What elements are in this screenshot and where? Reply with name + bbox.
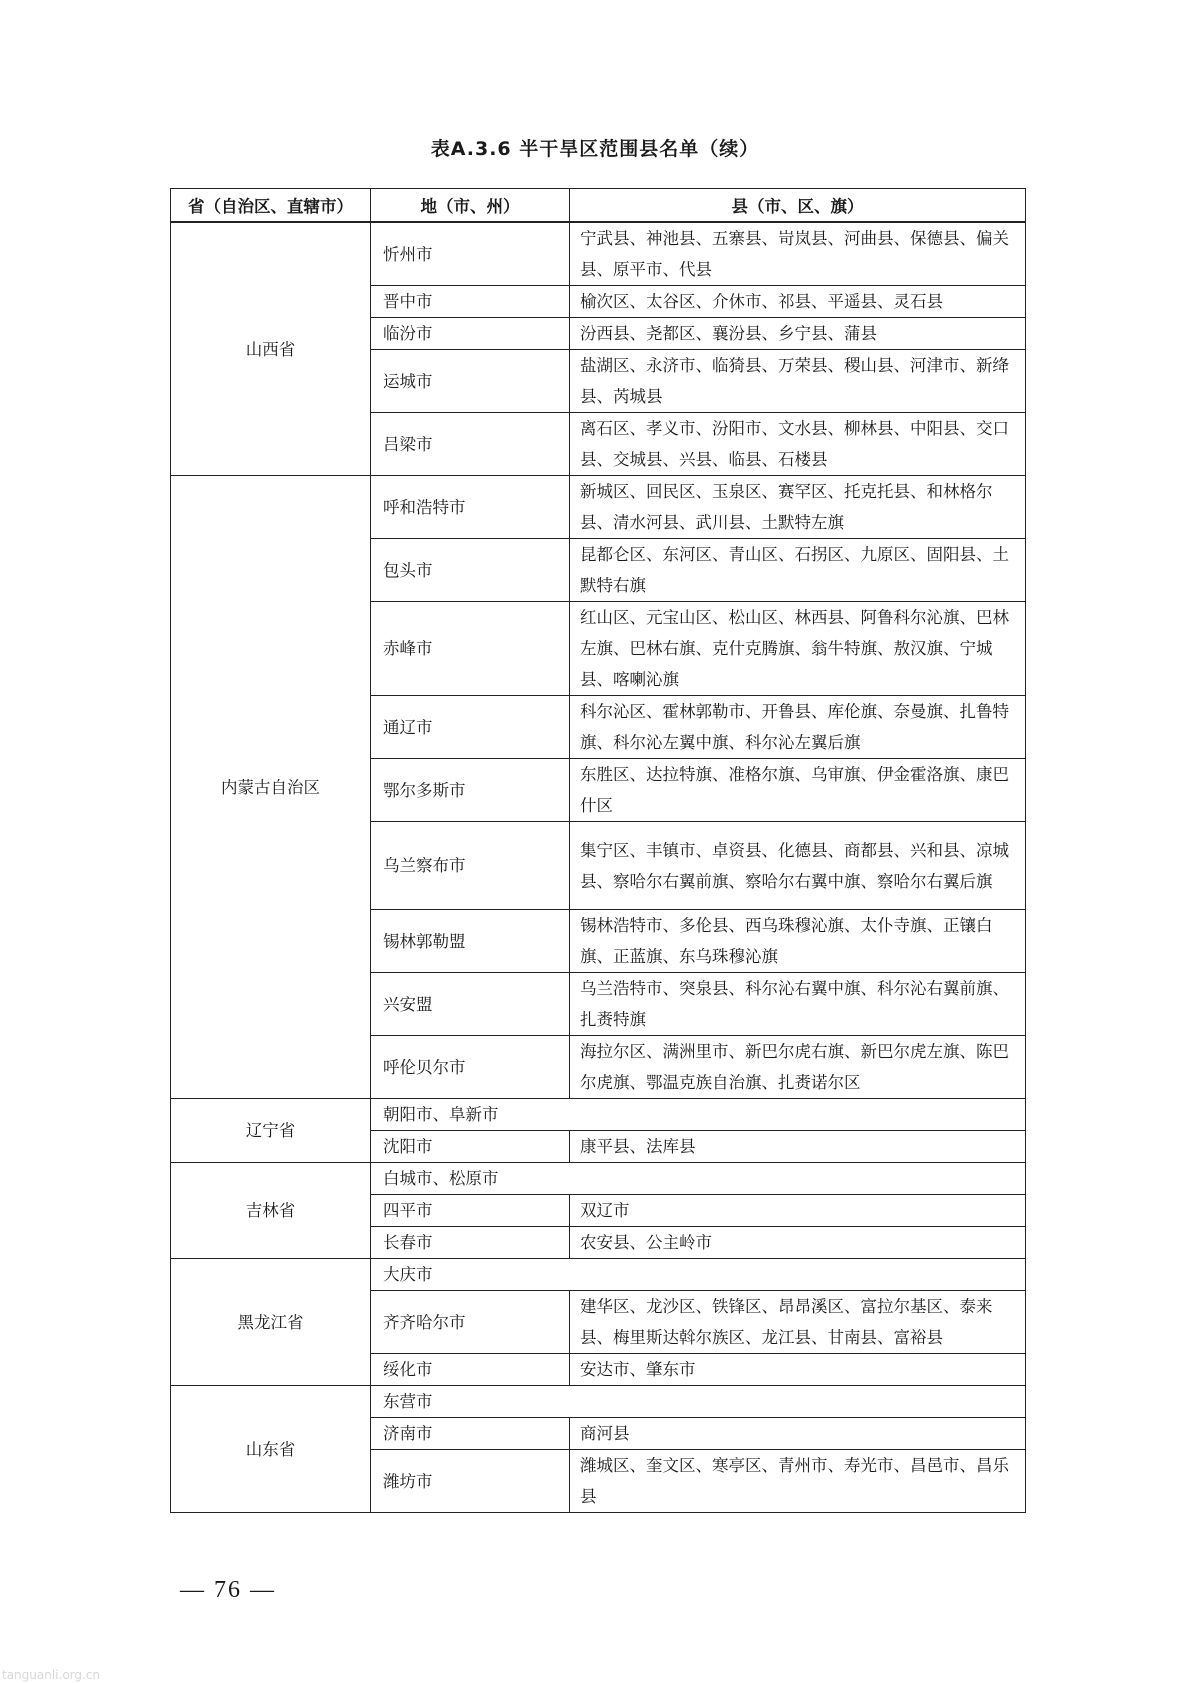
province-cell: 山东省 [171,1386,371,1513]
table-row [171,1386,1026,1418]
county-cell: 康平县、法库县 [570,1131,1026,1163]
province-cell: 吉林省 [171,1163,371,1259]
prefecture-cell: 呼伦贝尔市 [371,1036,570,1099]
header-prefecture: 地（市、州） [371,189,570,223]
prefecture-cell: 通辽市 [371,696,570,759]
county-cell: 科尔沁区、霍林郭勒市、开鲁县、库伦旗、奈曼旗、扎鲁特旗、科尔沁左翼中旗、科尔沁左翼后旗 [570,696,1026,759]
table-title: 表A.3.6 半干旱区范围县名单（续） [430,138,760,160]
county-cell: 农安县、公主岭市 [570,1227,1026,1259]
county-cell: 宁武县、神池县、五寨县、岢岚县、河曲县、保德县、偏关县、原平市、代县 [570,222,1026,286]
header-province: 省（自治区、直辖市） [171,189,371,223]
county-cell: 集宁区、丰镇市、卓资县、化德县、商都县、兴和县、凉城县、察哈尔右翼前旗、察哈尔右翼中旗、察哈尔右翼后旗 [570,822,1026,910]
prefecture-cell: 济南市 [371,1418,570,1450]
county-cell: 汾西县、尧都区、襄汾县、乡宁县、蒲县 [570,318,1026,350]
province-cell: 黑龙江省 [171,1259,371,1386]
prefecture-cell: 吕梁市 [371,413,570,476]
county-cell: 新城区、回民区、玉泉区、赛罕区、托克托县、和林格尔县、清水河县、武川县、土默特左旗 [570,476,1026,539]
table-row [171,1099,1026,1131]
table-row [171,1163,1026,1195]
prefecture-cell: 绥化市 [371,1354,570,1386]
county-cell: 安达市、肇东市 [570,1354,1026,1386]
watermark: tanguanli.org.cn [2,1668,101,1682]
county-cell: 乌兰浩特市、突泉县、科尔沁右翼中旗、科尔沁右翼前旗、扎赉特旗 [570,973,1026,1036]
county-table [170,188,1026,1513]
county-cell: 潍城区、奎文区、寒亭区、青州市、寿光市、昌邑市、昌乐县 [570,1450,1026,1513]
province-cell: 内蒙古自治区 [171,476,371,1099]
prefecture-cell: 运城市 [371,350,570,413]
prefecture-cell: 白城市、松原市 [371,1163,1026,1195]
prefecture-cell: 呼和浩特市 [371,476,570,539]
county-cell: 双辽市 [570,1195,1026,1227]
prefecture-cell: 忻州市 [371,222,570,286]
table-row [171,476,1026,539]
header-county: 县（市、区、旗） [570,189,1026,223]
prefecture-cell: 大庆市 [371,1259,1026,1291]
province-cell: 辽宁省 [171,1099,371,1163]
prefecture-cell: 晋中市 [371,286,570,318]
table-row [171,1259,1026,1291]
prefecture-cell: 齐齐哈尔市 [371,1291,570,1354]
prefecture-cell: 长春市 [371,1227,570,1259]
county-cell: 离石区、孝义市、汾阳市、文水县、柳林县、中阳县、交口县、交城县、兴县、临县、石楼县 [570,413,1026,476]
page-number: — 76 — [180,1577,276,1603]
prefecture-cell: 包头市 [371,539,570,602]
county-cell: 东胜区、达拉特旗、准格尔旗、乌审旗、伊金霍洛旗、康巴什区 [570,759,1026,822]
table-row [171,222,1026,286]
province-cell: 山西省 [171,222,371,476]
county-cell: 昆都仑区、东河区、青山区、石拐区、九原区、固阳县、土默特右旗 [570,539,1026,602]
header-row [171,189,1026,223]
prefecture-cell: 赤峰市 [371,602,570,696]
county-cell: 红山区、元宝山区、松山区、林西县、阿鲁科尔沁旗、巴林左旗、巴林右旗、克什克腾旗、翁牛特旗、敖汉旗、宁城县、喀喇沁旗 [570,602,1026,696]
county-cell: 建华区、龙沙区、铁锋区、昂昂溪区、富拉尔基区、泰来县、梅里斯达斡尔族区、龙江县、甘南县、富裕县 [570,1291,1026,1354]
prefecture-cell: 锡林郭勒盟 [371,910,570,973]
county-cell: 盐湖区、永济市、临猗县、万荣县、稷山县、河津市、新绛县、芮城县 [570,350,1026,413]
prefecture-cell: 乌兰察布市 [371,822,570,910]
prefecture-cell: 潍坊市 [371,1450,570,1513]
prefecture-cell: 四平市 [371,1195,570,1227]
prefecture-cell: 沈阳市 [371,1131,570,1163]
prefecture-cell: 鄂尔多斯市 [371,759,570,822]
county-cell: 海拉尔区、满洲里市、新巴尔虎右旗、新巴尔虎左旗、陈巴尔虎旗、鄂温克族自治旗、扎赉诺尔区 [570,1036,1026,1099]
county-cell: 商河县 [570,1418,1026,1450]
county-cell: 榆次区、太谷区、介休市、祁县、平遥县、灵石县 [570,286,1026,318]
prefecture-cell: 朝阳市、阜新市 [371,1099,1026,1131]
county-cell: 锡林浩特市、多伦县、西乌珠穆沁旗、太仆寺旗、正镶白旗、正蓝旗、东乌珠穆沁旗 [570,910,1026,973]
prefecture-cell: 东营市 [371,1386,1026,1418]
prefecture-cell: 兴安盟 [371,973,570,1036]
prefecture-cell: 临汾市 [371,318,570,350]
